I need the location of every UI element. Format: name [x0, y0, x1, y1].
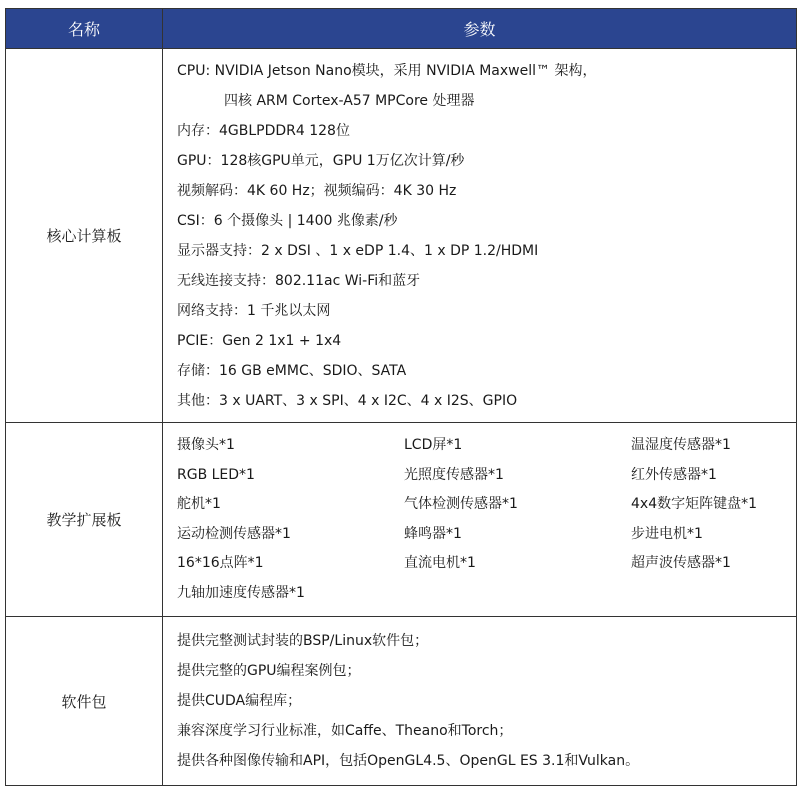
param-line: 兼容深度学习行业标准，如Caffe、Theano和Torch； — [177, 723, 513, 739]
module-item: 运动检测传感器*1 — [177, 525, 291, 542]
param-line: CPU: NVIDIA Jetson Nano模块，采用 NVIDIA Maxwell™ 架构， — [177, 62, 597, 79]
header-name: 名称 — [6, 9, 163, 49]
param-line: 显示器支持：2 x DSI 、1 x eDP 1.4、1 x DP 1.2/HDMI — [177, 242, 539, 259]
param-line: 提供CUDA编程库； — [177, 693, 302, 709]
param-line: 提供各种图像传输和API，包括OpenGL4.5、OpenGL ES 3.1和Vulkan。 — [177, 753, 640, 769]
row-name: 教学扩展板 — [6, 423, 163, 617]
module-item: 红外传感器*1 — [631, 466, 717, 483]
row-name: 软件包 — [6, 617, 163, 786]
param-line: 四核 ARM Cortex-A57 MPCore 处理器 — [224, 92, 475, 109]
row-software — [6, 617, 797, 786]
module-item: 直流电机*1 — [404, 555, 476, 571]
module-item: 摄像头*1 — [177, 437, 235, 453]
module-item: 超声波传感器*1 — [631, 555, 731, 571]
param-line: 视频解码：4K 60 Hz；视频编码：4K 30 Hz — [177, 182, 457, 199]
module-item: 4x4数字矩阵键盘*1 — [631, 496, 758, 512]
header-row — [6, 9, 797, 49]
module-item: 16*16点阵*1 — [177, 555, 264, 571]
row-params — [163, 617, 797, 786]
param-line: 网络支持：1 千兆以太网 — [177, 302, 331, 319]
row-name: 核心计算板 — [6, 49, 163, 423]
module-item: 光照度传感器*1 — [404, 466, 504, 483]
module-item: 温湿度传感器*1 — [631, 437, 731, 453]
param-line: 其他：3 x UART、3 x SPI、4 x I2C、4 x I2S、GPIO — [177, 392, 518, 409]
module-item: LCD屏*1 — [404, 437, 463, 453]
module-item: 步进电机*1 — [631, 525, 703, 542]
module-item: 舵机*1 — [177, 496, 221, 512]
param-line: CSI：6 个摄像头 | 1400 兆像素/秒 — [177, 212, 398, 229]
param-line: 无线连接支持：802.11ac Wi-Fi和蓝牙 — [177, 272, 421, 289]
param-line: 存储：16 GB eMMC、SDIO、SATA — [177, 362, 407, 379]
module-item: 九轴加速度传感器*1 — [177, 584, 305, 601]
module-item: 蜂鸣器*1 — [404, 525, 462, 542]
param-line: 提供完整的GPU编程案例包； — [177, 663, 361, 679]
module-item: RGB LED*1 — [177, 466, 255, 483]
param-line: 内存：4GBLPDDR4 128位 — [177, 122, 350, 139]
param-line: GPU：128核GPU单元，GPU 1万亿次计算/秒 — [177, 152, 465, 169]
row-core — [6, 49, 797, 423]
module-item: 气体检测传感器*1 — [404, 496, 518, 512]
param-line: 提供完整测试封装的BSP/Linux软件包； — [177, 633, 429, 649]
row-params — [163, 49, 797, 423]
header-params: 参数 — [163, 9, 797, 49]
row-params — [163, 423, 797, 617]
spec-table — [5, 8, 797, 786]
param-line: PCIE：Gen 2 1x1 + 1x4 — [177, 332, 342, 349]
row-ext — [6, 423, 797, 617]
